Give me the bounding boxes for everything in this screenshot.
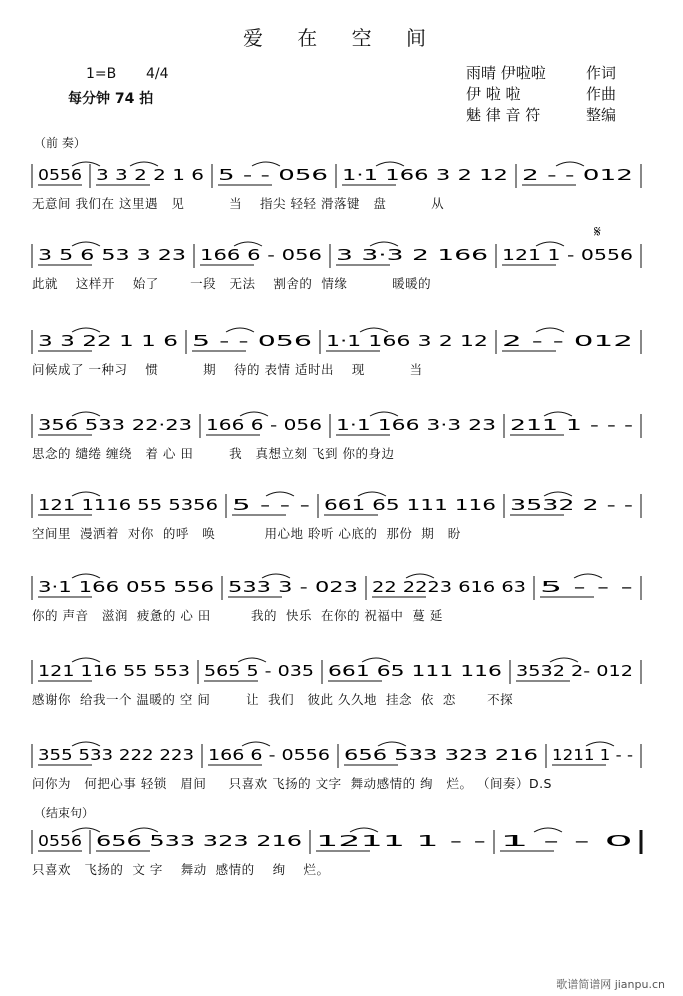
- measure-notes: 3 3·3 2 166: [336, 246, 488, 264]
- measure-notes: 3 3 22 1 1 6: [38, 332, 178, 350]
- segno-icon: 𝄋: [594, 222, 601, 241]
- measure-notes: 5 - - -: [540, 578, 633, 596]
- credit-role: 作词: [586, 64, 617, 82]
- credit-name: 伊 啦 啦: [466, 85, 521, 103]
- measure-notes: 2 - - 012: [502, 332, 633, 350]
- measure-notes: 5 - - -: [232, 496, 310, 514]
- lyrics-line: 问你为 何把心事 轻锁 眉间 只喜欢 飞扬的 文字 舞动感情的 绚 烂。 （间奏）D.S: [32, 776, 552, 791]
- measure-notes: 1 - - 0: [500, 832, 633, 850]
- lyrics-line: 你的 声音 滋润 疲惫的 心 田 我的 快乐 在你的 祝福中 蔓 延: [32, 608, 443, 623]
- measure-notes: 1211 1 - -: [552, 746, 633, 764]
- measure-notes: 0556: [38, 832, 82, 850]
- song-title: 爱 在 空 间: [242, 26, 441, 50]
- lyrics-line: 此就 这样开 始了 一段 无法 割舍的 情缘 暖暖的: [32, 276, 432, 291]
- lyrics-line: 感谢你 给我一个 温暖的 空 间 让 我们 彼此 久久地 挂念 依 恋 不探: [32, 692, 514, 707]
- measure-notes: 1·1 166 3 2 12: [326, 332, 488, 350]
- lyrics-line: 只喜欢 飞扬的 文 字 舞动 感情的 绚 烂。: [32, 862, 330, 877]
- measure-notes: 565 5 - 035: [204, 662, 314, 680]
- measure-notes: 3·1 166 055 556: [38, 578, 214, 596]
- credit-role: 整编: [586, 106, 617, 124]
- measure-notes: 22 2223 616 63: [372, 578, 526, 596]
- measure-notes: 533 3 - 023: [228, 578, 358, 596]
- measure-notes: 656 533 323 216: [344, 746, 538, 764]
- lyrics-line: 空间里 漫洒着 对你 的呼 唤 用心地 聆听 心底的 那份 期 盼: [32, 526, 461, 541]
- credit-arranger: [466, 104, 617, 125]
- measure-notes: 121 116 55 553: [38, 662, 190, 680]
- key-signature: 1=B: [86, 66, 117, 82]
- measure-notes: 3 5 6 53 3 23: [38, 246, 186, 264]
- credit-lyricist: [466, 62, 617, 83]
- credit-name: 魅 律 音 符: [466, 106, 541, 124]
- measure-notes: 166 6 - 0556: [208, 746, 330, 764]
- credit-role: 作曲: [586, 85, 617, 103]
- lyrics-line: 问候成了 一种习 惯 期 待的 表情 适时出 现 当: [32, 362, 423, 377]
- measure-notes: 1·1 166 3 2 12: [342, 166, 508, 184]
- intro-label: （前 奏）: [34, 136, 86, 150]
- measure-notes: 5 - - 056: [218, 166, 328, 184]
- credit-name: 雨晴 伊啦啦: [466, 64, 546, 82]
- measure-notes: 1211 1 - -: [316, 832, 486, 850]
- measure-notes: 3 3 2 2 1 6: [96, 166, 204, 184]
- measure-notes: 121 1 - 0556: [502, 246, 633, 264]
- measure-notes: 355 533 222 223: [38, 746, 194, 764]
- measure-notes: 3532 2 - -: [510, 496, 633, 514]
- measure-notes: 166 6 - 056: [200, 246, 322, 264]
- measure-notes: 3532 2- 012: [516, 662, 633, 680]
- ending-label: （结束句）: [34, 806, 95, 820]
- lyrics-line: 无意间 我们在 这里遇 见 当 指尖 轻轻 滑落键 盘 从: [32, 196, 445, 211]
- credit-composer: [466, 83, 617, 104]
- measure-notes: 166 6 - 056: [206, 416, 322, 434]
- watermark: 歌谱简谱网 jianpu.cn: [556, 978, 665, 991]
- measure-notes: 0556: [38, 166, 82, 184]
- measure-notes: 656 533 323 216: [96, 832, 302, 850]
- lyrics-line: 思念的 缱绻 缠绕 着 心 田 我 真想立刻 飞到 你的身边: [32, 446, 395, 461]
- measure-notes: 121 1116 55 5356: [38, 496, 218, 514]
- measure-notes: 661 65 111 116: [324, 496, 496, 514]
- measure-notes: 2 - - 012: [522, 166, 633, 184]
- measure-notes: 211 1 - - -: [510, 416, 633, 434]
- measure-notes: 1·1 166 3·3 23: [336, 416, 496, 434]
- measure-notes: 5 - - 056: [192, 332, 312, 350]
- measure-notes: 661 65 111 116: [328, 662, 502, 680]
- time-signature: 4/4: [146, 66, 169, 82]
- tempo-marking: 每分钟 74 拍: [68, 91, 154, 107]
- measure-notes: 356 533 22·23: [38, 416, 192, 434]
